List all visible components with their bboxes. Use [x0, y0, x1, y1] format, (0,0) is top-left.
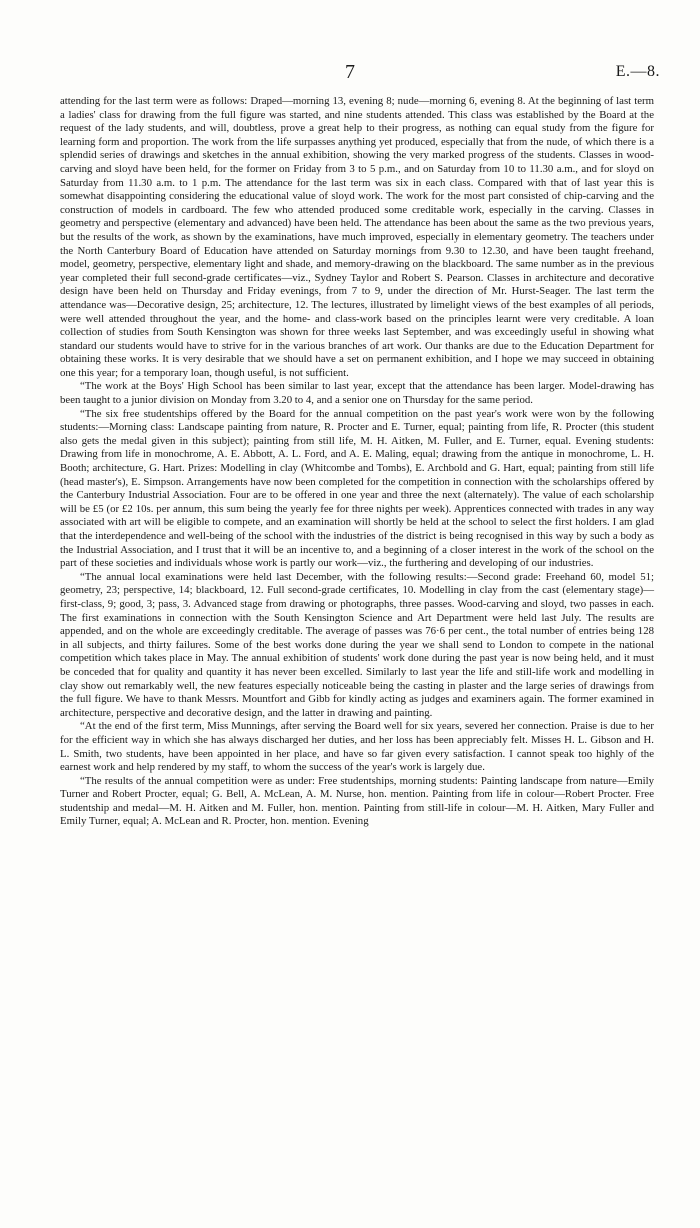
document-code: E.—8. — [615, 63, 660, 80]
page-number: 7 — [345, 61, 355, 83]
paragraph-studentships: “The six free studentships offered by the Board for the annual competition on the past year's work were won by the following students:—Morning class: Landscape painting from nature, R. Procter and E. Turner, equal; painting from life, R. Procter (this student also gets the medal given in this subject); painting from still life, M. H. Aitken, M. Fuller, and E. Turner, equal. Evening students: Drawing from life in monochrome, A. E. Abbott, A. L. Ford, and A. E. Maling, equal; drawing from the antique in monochrome, L. H. Booth; architecture, G. Hart. Prizes: Modelling in clay (Whitcombe and Tombs), E. Archbold and G. Hart, equal; painting from still life (head master's), E. Simpson. Arrangements have now been completed for the competition in connection with the scholarships offered by the Canterbury Industrial Association. Four are to be offered in one year and three the next (alternately). The value of each scholarship will be £5 (or £2 10s. per annum, this sum being the yearly fee for three nights per week). Apprentices connected with trades in any way associated with art will be eligible to compete, and an examination will shortly be held at the school to select the first holders. I am glad that the interdependence and well-being of the school with the industries of the district is being recognised in this way by such a body as the Industrial Association, and I trust that it will be an incentive to, and a beginning of a closer interest in the work of the school on the part of these societies and individuals whose work is partly our work—viz., the furthering and developing of our industries. — [60, 407, 654, 570]
paragraph-examinations: “The annual local examinations were held last December, with the following results:—Second grade: Freehand 60, model 51; geometry, 23; perspective, 14; blackboard, 12. Full second-grade certificates, 10. Modelling in clay from the cast (elementary stage)—first-class, 9; good, 3; pass, 3. Advanced stage from drawing or photographs, three passes. Wood-carving and sloyd, two passes in each. The first examinations in connection with the South Kensington Science and Art Department were held last July. The results are appended, and on the whole are exceedingly creditable. The average of passes was 76·6 per cent., the total number of entries being 128 in all subjects, and thirty failures. Some of the best works done during the year we shall send to London to compete in the national competition which takes place in May. The annual exhibition of students' work done during the past year is now being held, and it must be conceded that for quality and quantity it has never been excelled. Similarly to last year the life and still-life work and modelling in clay show out remarkably well, the new features especially noticeable being the casting in plaster and the large series of drawings from the full figure. We have to thank Messrs. Mountfort and Gibb for kindly acting as judges and examiners again. The former examined in architecture, perspective and decorative design, and the latter in drawing and painting. — [60, 570, 654, 719]
paragraph-boys-high-school: “The work at the Boys' High School has been similar to last year, except that the attendance has been larger. Model-drawing has been taught to a junior division on Monday from 3.20 to 4, and a senior one on Thursday for the same period. — [60, 380, 654, 407]
paragraph-staff: “At the end of the first term, Miss Munnings, after serving the Board well for six years, severed her connection. Praise is due to her for the efficient way in which she has always discharged her duties, and her loss has been appreciably felt. Misses H. L. Gibson and H. L. Smith, two students, have been appointed in her place, and have so far given every satisfaction. I cannot speak too highly of the earnest work and help rendered by my staff, to whom the success of the year's work is largely due. — [60, 720, 654, 774]
body-text — [60, 95, 654, 829]
paragraph-attendance: attending for the last term were as follows: Draped—morning 13, evening 8; nude—morning 6, evening 8. At the beginning of last term a ladies' class for drawing from the full figure was started, and nine students attended. This class was established by the Board at the request of the lady students, and will, doubtless, prove a great help to their progress, as nothing can equal study from the figure for learning form and proportion. The work from the life surpasses anything yet produced, especially that from the nude, of which there is a splendid series of drawings and sketches in the annual exhibition, showing the very marked progress of the students. Classes in wood-carving and sloyd have been held, for the former on Friday from 3 to 5 p.m., and on Saturday from 10 to 11.30 a.m., and for sloyd on Saturday from 11.30 a.m. to 1 p.m. The attendance for the last term was six in each class. Compared with that of last year this is somewhat disappointing considering the educational value of sloyd work. The work for the most part consisted of chip-carving and the construction of models in cardboard. The few who attended produced some creditable work, especially in the carving. Classes in geometry and perspective (elementary and advanced) have been held. The attendance has been about the same as the two previous years, but the results of the work, as shown by the examinations, have much improved, especially in elementary geometry. The teachers under the North Canterbury Board of Education have attended on Saturday mornings from 9.30 to 12.30, and have been taught freehand, model, geometry, perspective, elementary light and shade, and memory-drawing on the blackboard. The same number as in the previous year completed their full second-grade certificates—viz., Sydney Taylor and Robert S. Pearson. Classes in architecture and decorative design have been held on Thursday and Friday evenings, from 7 to 9, under the direction of Mr. Hurst-Seager. The last term the attendance was—Decorative design, 25; architecture, 12. The lectures, illustrated by limelight views of the best examples of all periods, were well attended throughout the year, and the home- and class-work based on the principles learnt were very creditable. A loan collection of studies from South Kensington was shown for three weeks last September, and was exceedingly useful in showing what standard our students would have to strive for in the various branches of art work. Our thanks are due to the Education Department for obtaining these works. It is very desirable that we should have a set on permanent exhibition, and I hope we may succeed in obtaining one this year; for a temporary loan, though useful, is not sufficient. — [60, 95, 654, 379]
paragraph-competition-results: “The results of the annual competition were as under: Free studentships, morning students: Painting landscape from nature—Emily Turner and Robert Procter, equal; G. Bell, A. McLean, A. M. Nurse, hon. mention. Painting from life in colour—Robert Procter. Free studentship and medal—M. H. Aitken and M. Fuller, hon. mention. Painting from still-life in colour—M. H. Aitken, Mary Fuller and Emily Turner, equal; A. McLean and R. Procter, hon. mention. Evening — [60, 774, 654, 828]
page-header — [0, 60, 700, 84]
